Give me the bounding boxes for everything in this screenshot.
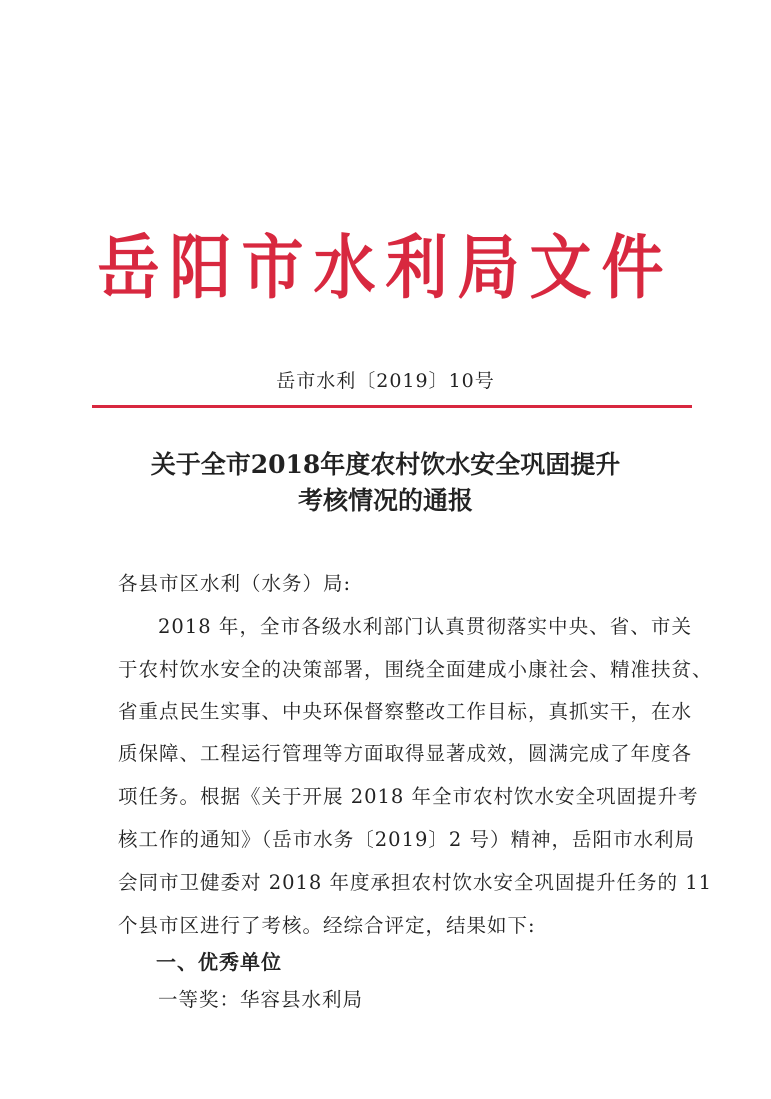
body-line: 会同市卫健委对 2018 年度承担农村饮水安全巩固提升任务的 11 (118, 871, 713, 894)
body-line: 项任务。根据《关于开展 2018 年全市农村饮水安全巩固提升考 (118, 785, 699, 808)
body-line: 于农村饮水安全的决策部署，围绕全面建成小康社会、精准扶贫、 (118, 658, 713, 681)
body-line: 核工作的通知》（岳市水务〔2019〕2 号）精神，岳阳市水利局 (118, 828, 695, 851)
document-title-line2: 考核情况的通报 (297, 486, 473, 515)
body-line: 质保障、工程运行管理等方面取得显著成效，圆满完成了年度各 (118, 742, 693, 765)
body-line: 2018 年，全市各级水利部门认真贯彻落实中央、省、市关 (158, 615, 692, 638)
document-title-line1: 关于全市2018年度农村饮水安全巩固提升 (150, 450, 621, 479)
body-line: 省重点民生实事、中央环保督察整改工作目标，真抓实干，在水 (118, 700, 693, 723)
red-divider (92, 405, 692, 408)
section-heading: 一、优秀单位 (156, 950, 282, 974)
issuer-heading: 岳阳市水利局文件 (97, 226, 674, 309)
body-line: 个县市区进行了考核。经综合评定，结果如下: (118, 914, 536, 937)
first-prize: 一等奖：华容县水利局 (158, 988, 364, 1011)
document-number: 岳市水利〔2019〕10号 (276, 370, 495, 392)
salutation: 各县市区水利（水务）局: (118, 572, 352, 595)
